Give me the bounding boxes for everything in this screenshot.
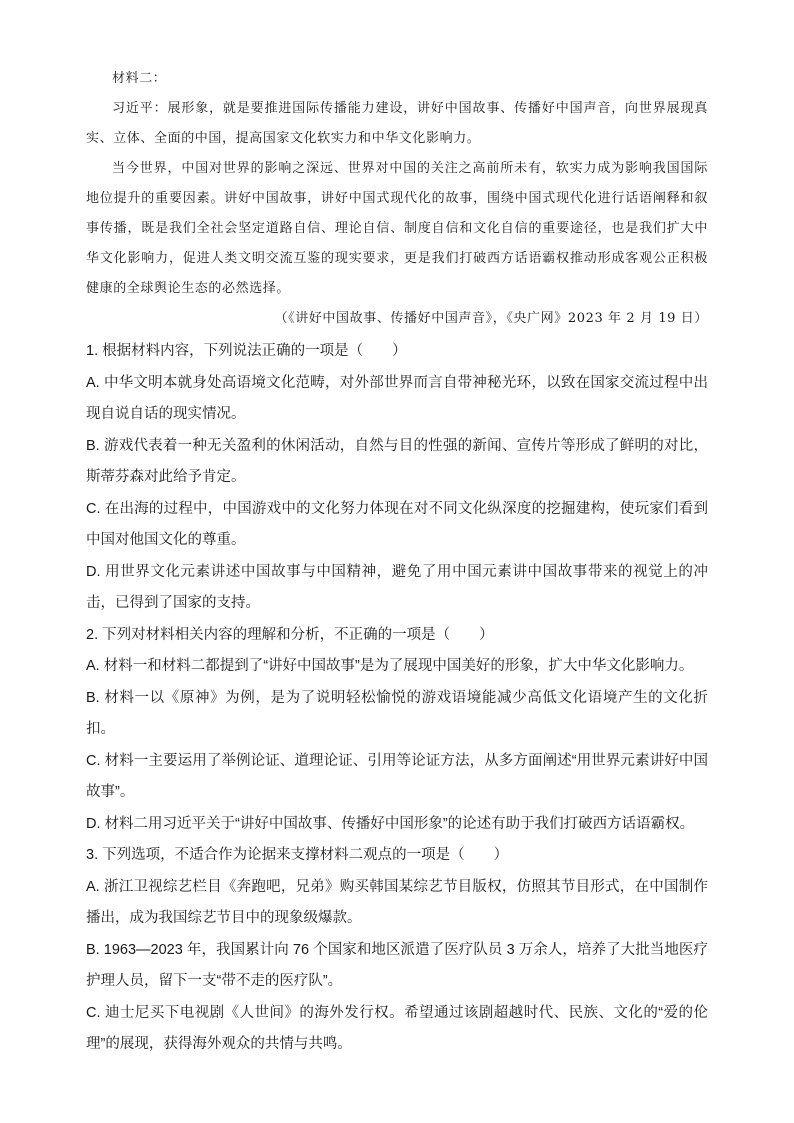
question-option: D. 材料二用习近平关于“讲好中国故事、传播好中国形象”的论述有助于我们打破西方话语霸权。 — [86, 815, 695, 832]
question-1 — [86, 336, 708, 620]
question-option: C. 材料一主要运用了举例论证、道理论证、引用等论证方法，从多方面阐述“用世界元素讲好中国故事”。 — [86, 752, 708, 800]
question-option: A. 材料一和材料二都提到了“讲好中国故事”是为了展现中国美好的形象，扩大中华文化影响力。 — [86, 658, 694, 674]
question-option: C. 迪士尼买下电视剧《人世间》的海外发行权。希望通过该剧超越时代、民族、文化的“爱的伦理”的展现，获得海外观众的共情与共鸣。 — [86, 1004, 708, 1052]
question-stem: 1. 根据材料内容，下列说法正确的一项是（ ） — [86, 343, 407, 359]
question-2 — [86, 620, 708, 841]
material-source: （《讲好中国故事、传播好中国声音》，《央广网》2023 年 2 月 19 日） — [274, 311, 708, 326]
question-list — [86, 336, 708, 1061]
question-stem: 2. 下列对材料相关内容的理解和分析，不正确的一项是（ ） — [86, 626, 494, 643]
question-option: C. 在出海的过程中，中国游戏中的文化努力体现在对不同文化纵深度的挖掘建构，使玩家们看到中国对他国文化的尊重。 — [86, 500, 708, 548]
material-two — [86, 64, 708, 334]
material-quote: 习近平：展形象，就是要推进国际传播能力建设，讲好中国故事、传播好中国声音，向世界展现真实、立体、全面的中国，提高国家文化软实力和中华文化影响力。 — [86, 101, 708, 146]
question-option: A. 浙江卫视综艺栏目《奔跑吧，兄弟》购买韩国某综艺节目版权，仿照其节目形式，在中国制作播出，成为我国综艺节目中的现象级爆款。 — [86, 878, 708, 926]
question-option: B. 材料一以《原神》为例，是为了说明轻松愉悦的游戏语境能减少高低文化语境产生的文化折扣。 — [86, 689, 708, 737]
question-option: B. 1963—2023 年，我国累计向 76 个国家和地区派遣了医疗队员 3 万余人，培养了大批当地医疗护理人员，留下一支“带不走的医疗队”。 — [86, 941, 708, 989]
material-paragraph: 当今世界，中国对世界的影响之深远、世界对中国的关注之高前所未有，软实力成为影响我国国际地位提升的重要因素。讲好中国故事，讲好中国式现代化的故事，围绕中国式现代化进行话语阐释和叙事传播，既是我们全社会坚定道路自信、理论自信、制度自信和文化自信的重要途径，也是我们扩大中华文化影响力，促进人类文明交流互鉴的现实要求，更是我们打破西方话语霸权推动形成客观公正积极健康的全球舆论生态的必然选择。 — [86, 161, 708, 296]
question-option: A. 中华文明本就身处高语境文化范畴，对外部世界而言自带神秘光环，以致在国家交流过程中出现自说自话的现实情况。 — [86, 374, 708, 422]
question-stem: 3. 下列选项，不适合作为论据来支撑材料二观点的一项是（ ） — [86, 847, 509, 863]
question-3 — [86, 840, 708, 1061]
material-label: 材料二： — [112, 71, 167, 86]
question-option: D. 用世界文化元素讲述中国故事与中国精神，避免了用中国元素讲中国故事带来的视觉上的冲击，已得到了国家的支持。 — [86, 563, 708, 611]
question-option: B. 游戏代表着一种无关盈利的休闲活动，自然与目的性强的新闻、宣传片等形成了鲜明的对比，斯蒂芬森对此给予肯定。 — [86, 437, 708, 485]
